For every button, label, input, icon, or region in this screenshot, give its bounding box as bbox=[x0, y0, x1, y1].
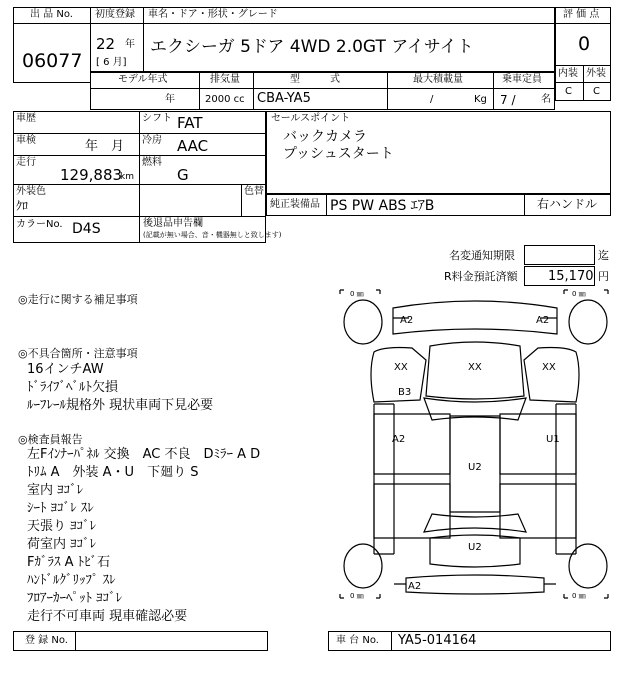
mark-left-door: A2 bbox=[392, 434, 406, 445]
inspector-item: ﾄﾘﾑ A 外装 A・U 下廻り S bbox=[27, 465, 199, 480]
defects-label: ◎不具合箇所・注意事項 bbox=[18, 347, 138, 360]
color-no-label: カラーNo. bbox=[16, 219, 63, 230]
sales-point-item: プッシュスタート bbox=[283, 146, 394, 162]
inspector-label: ◎検査員報告 bbox=[18, 433, 83, 446]
fuel-label: 燃料 bbox=[142, 157, 162, 168]
tire-label-rl: 0 ㎜ bbox=[350, 592, 364, 600]
capacity-unit: 名 bbox=[541, 94, 551, 105]
score-value: 0 bbox=[578, 33, 591, 55]
inspector-item: ﾌﾛｱｰｶｰﾍﾟｯﾄ ﾖｺﾞﾚ bbox=[27, 591, 123, 606]
exterior-grade: C bbox=[593, 86, 600, 97]
mileage-label: 走行 bbox=[16, 157, 36, 168]
shift-value: FAT bbox=[177, 114, 203, 132]
mark-rear-bumper: A2 bbox=[408, 581, 422, 592]
sales-points-label: セールスポイント bbox=[271, 113, 351, 124]
displacement-label: 排気量 bbox=[210, 74, 240, 85]
model-year-label: モデル年式 bbox=[118, 74, 168, 85]
car-name: エクシーガ 5ドア 4WD 2.0GT アイサイト bbox=[150, 37, 474, 57]
history-label: 車歴 bbox=[16, 113, 36, 124]
car-name-label: 車名・ドア・形状・グレード bbox=[148, 9, 278, 20]
equipment-items: PS PW ABS ｴｱB bbox=[330, 198, 435, 214]
mark-trunk: U2 bbox=[468, 542, 482, 553]
recycle-amount: 15,170 bbox=[548, 269, 594, 284]
capacity: 7 / bbox=[500, 93, 516, 107]
first-reg-month: [ 6 月] bbox=[96, 57, 127, 68]
capacity-label: 乗車定員 bbox=[502, 74, 542, 85]
driving-remarks-label: ◎走行に関する補足事項 bbox=[18, 293, 138, 306]
mark-front-bumper-left: A2 bbox=[400, 315, 414, 326]
defect-item: ﾄﾞﾗｲﾌﾞﾍﾞﾙﾄ欠損 bbox=[27, 380, 119, 395]
name-change-box bbox=[524, 245, 595, 265]
aftermarket-label: 後退品申告欄 bbox=[143, 218, 203, 229]
chassis-number: YA5-014164 bbox=[398, 633, 477, 648]
inspection-value: 年 月 bbox=[85, 139, 125, 154]
lot-number: 06077 bbox=[22, 50, 83, 72]
mark-right-front-fender: XX bbox=[542, 362, 556, 373]
score-label: 評 価 点 bbox=[563, 9, 600, 20]
displacement: 2000 cc bbox=[205, 94, 245, 105]
tire-label-fr: 0 ㎜ bbox=[572, 290, 586, 298]
mark-hood: XX bbox=[468, 362, 482, 373]
mileage-value: 129,883 bbox=[60, 166, 123, 184]
interior-label: 内装 bbox=[558, 68, 578, 79]
color-change-label: 色替 bbox=[244, 186, 264, 197]
inspector-item: ﾊﾝﾄﾞﾙｸﾞﾘｯﾌﾟ ｽﾚ bbox=[27, 573, 116, 588]
inspector-item: 天張り ﾖｺﾞﾚ bbox=[27, 519, 97, 534]
inspection-label: 車検 bbox=[16, 135, 36, 146]
max-load-label: 最大積載量 bbox=[413, 74, 463, 85]
max-load: / bbox=[430, 94, 434, 105]
recycle-label: R料金預託済額 bbox=[444, 270, 518, 283]
ac-label: 冷房 bbox=[142, 135, 162, 146]
exterior-color-label: 外装色 bbox=[16, 186, 46, 197]
model-year-unit: 年 bbox=[165, 94, 175, 105]
exterior-color-value: ｸﾛ bbox=[16, 199, 29, 213]
sales-point-item: バックカメラ bbox=[283, 129, 367, 145]
type-label: 型 式 bbox=[290, 74, 340, 85]
tire-label-rr: 0 ㎜ bbox=[572, 592, 586, 600]
mark-right-door: U1 bbox=[546, 434, 560, 445]
inspector-item: 荷室内 ﾖｺﾞﾚ bbox=[27, 537, 97, 552]
name-change-unit: 迄 bbox=[598, 249, 609, 262]
inspector-item: 左Fｲﾝﾅｰﾊﾟﾈﾙ 交換 AC 不良 Dﾐﾗｰ A D bbox=[27, 447, 261, 462]
car-damage-diagram bbox=[338, 288, 613, 604]
mark-left-pillar: B3 bbox=[398, 387, 412, 398]
exterior-label: 外装 bbox=[586, 68, 606, 79]
mileage-unit: km bbox=[120, 172, 134, 182]
first-reg-year-unit: 年 bbox=[125, 39, 135, 50]
model-type: CBA-YA5 bbox=[257, 91, 311, 106]
defect-item: ﾙｰﾌﾚｰﾙ規格外 現状車両下見必要 bbox=[27, 398, 214, 413]
chassis-no-label: 車 台 No. bbox=[336, 635, 379, 646]
recycle-unit: 円 bbox=[598, 270, 609, 283]
mark-left-front-fender: XX bbox=[394, 362, 408, 373]
inspector-item: 室内 ﾖｺﾞﾚ bbox=[27, 483, 84, 498]
max-load-unit: Kg bbox=[474, 94, 487, 105]
equipment-label: 純正装備品 bbox=[270, 199, 320, 210]
aftermarket-note: (記載が無い場合、音・機器無しと致します) bbox=[143, 231, 282, 239]
defect-item: 16インチAW bbox=[27, 362, 104, 377]
tire-label-fl: 0 ㎜ bbox=[350, 290, 364, 298]
mark-roof: U2 bbox=[468, 462, 482, 473]
name-change-label: 名変通知期限 bbox=[449, 249, 515, 262]
first-reg-label: 初度登録 bbox=[95, 9, 135, 20]
first-reg-year: 22 bbox=[96, 35, 116, 53]
mark-front-bumper-right: A2 bbox=[536, 315, 550, 326]
inspector-item: ｼｰﾄ ﾖｺﾞﾚ ｽﾚ bbox=[27, 501, 94, 516]
lot-label: 出 品 No. bbox=[30, 9, 73, 20]
inspector-item: 走行不可車両 現車確認必要 bbox=[27, 609, 188, 624]
color-no-value: D4S bbox=[72, 221, 101, 237]
steering-value: 右ハンドル bbox=[537, 197, 598, 211]
interior-grade: C bbox=[565, 86, 572, 97]
ac-value: AAC bbox=[177, 137, 209, 155]
shift-label: シフト bbox=[142, 113, 172, 124]
reg-no-label: 登 録 No. bbox=[25, 635, 68, 646]
inspector-item: Fｶﾞﾗｽ A ﾄﾋﾞ石 bbox=[27, 555, 111, 570]
fuel-value: G bbox=[177, 166, 189, 184]
